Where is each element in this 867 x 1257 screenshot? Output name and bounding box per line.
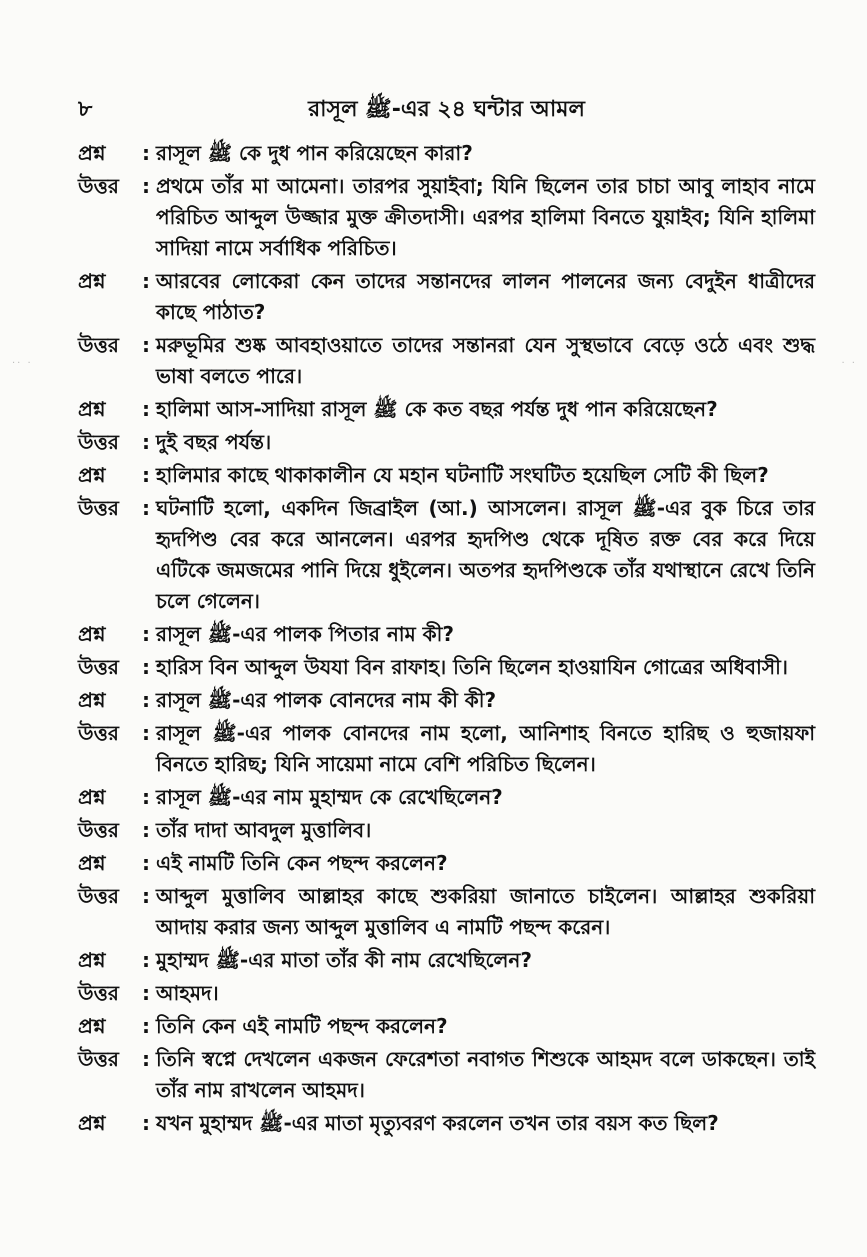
label-colon: :	[142, 269, 150, 293]
answer-label: উত্তর	[78, 884, 119, 908]
label-colon: :	[142, 397, 150, 421]
answer-label: উত্তর	[78, 174, 119, 198]
question-row	[78, 1011, 815, 1042]
question-label: প্রশ্ন	[78, 1014, 106, 1038]
answer-label: উত্তর	[78, 818, 119, 842]
page-header	[78, 92, 815, 128]
question-label: প্রশ্ন	[78, 397, 106, 421]
question-row	[78, 945, 815, 976]
answer-row	[78, 652, 815, 683]
question-row	[78, 619, 815, 650]
label-colon: :	[142, 721, 150, 745]
question-label: প্রশ্ন	[78, 688, 106, 712]
question-text: হালিমার কাছে থাকাকালীন যে মহান ঘটনাটি সংঘটিত হয়েছিল সেটি কী ছিল?	[156, 463, 769, 487]
answer-text: ঘটনাটি হলো, একদিন জিব্রাইল (আ.) আসলেন। রাসূল ﷺ-এর বুক চিরে তার হৃদপিণ্ড বের করে আনলেন। এরপর হৃদপিণ্ড থেকে দূষিত রক্ত বের করে দিয়ে এটিকে জমজমের পানি দিয়ে ধুইলেন। অতপর হৃদপিণ্ডকে তাঁর যথাস্থানে রেখে তিনি চলে গেলেন।	[156, 496, 815, 613]
answer-row	[78, 881, 815, 943]
question-row	[78, 266, 815, 328]
question-row	[78, 394, 815, 425]
answer-row	[78, 330, 815, 392]
answer-label: উত্তর	[78, 496, 119, 520]
answer-text: রাসূল ﷺ-এর পালক বোনদের নাম হলো, আনিশাহ বিনতে হারিছ ও হুজায়ফা বিনতে হারিছ; যিনি সায়েমা নামে বেশি পরিচিত ছিলেন।	[156, 721, 815, 776]
answer-row	[78, 427, 815, 458]
question-label: প্রশ্ন	[78, 141, 106, 165]
label-colon: :	[142, 463, 150, 487]
answer-row	[78, 1044, 815, 1106]
answer-text: হারিস বিন আব্দুল উযযা বিন রাফাহ। তিনি ছিলেন হাওয়াযিন গোত্রের অধিবাসী।	[156, 655, 788, 679]
answer-label: উত্তর	[78, 430, 119, 454]
answer-text: তাঁর দাদা আবদুল মুত্তালিব।	[156, 818, 372, 842]
label-colon: :	[142, 174, 150, 198]
answer-text: প্রথমে তাঁর মা আমেনা। তারপর সুয়াইবা; যিনি ছিলেন তার চাচা আবু লাহাব নামে পরিচিত আব্দুল উজ্জার মুক্ত ক্রীতদাসী। এরপর হালিমা বিনতে যুয়াইব; যিনি হালিমা সাদিয়া নামে সর্বাধিক পরিচিত।	[156, 174, 815, 260]
answer-row	[78, 718, 815, 780]
answer-label: উত্তর	[78, 1047, 119, 1071]
question-text: হালিমা আস-সাদিয়া রাসূল ﷺ কে কত বছর পর্যন্ত দুধ পান করিয়েছেন?	[156, 397, 718, 421]
question-label: প্রশ্ন	[78, 785, 106, 809]
label-colon: :	[142, 948, 150, 972]
question-text: রাসূল ﷺ-এর পালক বোনদের নাম কী কী?	[156, 688, 497, 712]
qa-list	[78, 138, 815, 1139]
answer-text: দুই বছর পর্যন্ত।	[156, 430, 272, 454]
question-row	[78, 685, 815, 716]
label-colon: :	[142, 884, 150, 908]
question-label: প্রশ্ন	[78, 622, 106, 646]
label-colon: :	[142, 1111, 150, 1135]
answer-text: আহমদ।	[156, 981, 219, 1005]
question-label: প্রশ্ন	[78, 1111, 106, 1135]
answer-row	[78, 493, 815, 617]
question-row	[78, 782, 815, 813]
answer-text: আব্দুল মুত্তালিব আল্লাহর কাছে শুকরিয়া জানাতে চাইলেন। আল্লাহর শুকরিয়া আদায় করার জন্য আব্দুল মুত্তালিব এ নামটি পছন্দ করেন।	[156, 884, 815, 939]
question-text: যখন মুহাম্মদ ﷺ-এর মাতা মৃত্যুবরণ করলেন তখন তার বয়স কত ছিল?	[156, 1111, 719, 1135]
question-text: তিনি কেন এই নামটি পছন্দ করলেন?	[156, 1014, 448, 1038]
question-text: আরবের লোকেরা কেন তাদের সন্তানদের লালন পালনের জন্য বেদুইন ধাত্রীদের কাছে পাঠাত?	[156, 269, 815, 324]
question-label: প্রশ্ন	[78, 463, 106, 487]
label-colon: :	[142, 333, 150, 357]
question-text: রাসূল ﷺ-এর নাম মুহাম্মদ কে রেখেছিলেন?	[156, 785, 503, 809]
question-text: এই নামটি তিনি কেন পছন্দ করলেন?	[156, 851, 448, 875]
question-label: প্রশ্ন	[78, 269, 106, 293]
label-colon: :	[142, 818, 150, 842]
question-text: মুহাম্মদ ﷺ-এর মাতা তাঁর কী নাম রেখেছিলেন?	[156, 948, 532, 972]
label-colon: :	[142, 622, 150, 646]
label-colon: :	[142, 688, 150, 712]
question-text: রাসূল ﷺ কে দুধ পান করিয়েছেন কারা?	[156, 141, 473, 165]
question-row	[78, 138, 815, 169]
answer-row	[78, 815, 815, 846]
question-label: প্রশ্ন	[78, 948, 106, 972]
question-label: প্রশ্ন	[78, 851, 106, 875]
scan-artifact: · ·	[841, 358, 857, 369]
answer-row	[78, 978, 815, 1009]
question-row	[78, 1108, 815, 1139]
answer-label: উত্তর	[78, 333, 119, 357]
question-row	[78, 848, 815, 879]
label-colon: :	[142, 141, 150, 165]
answer-row	[78, 171, 815, 264]
question-row	[78, 460, 815, 491]
answer-label: উত্তর	[78, 721, 119, 745]
label-colon: :	[142, 430, 150, 454]
label-colon: :	[142, 1014, 150, 1038]
running-title: রাসূল ﷺ-এর ২৪ ঘন্টার আমল	[308, 97, 585, 122]
label-colon: :	[142, 785, 150, 809]
answer-text: মরুভূমির শুষ্ক আবহাওয়াতে তাদের সন্তানরা যেন সুস্থভাবে বেড়ে ওঠে এবং শুদ্ধ ভাষা বলতে পারে।	[156, 333, 815, 388]
label-colon: :	[142, 655, 150, 679]
page-number: ৮	[78, 97, 93, 122]
label-colon: :	[142, 496, 150, 520]
answer-text: তিনি স্বপ্নে দেখলেন একজন ফেরেশতা নবাগত শিশুকে আহমদ বলে ডাকছেন। তাই তাঁর নাম রাখলেন আহমদ।	[156, 1047, 815, 1102]
scan-artifact: ·· ·	[12, 358, 33, 369]
answer-label: উত্তর	[78, 655, 119, 679]
label-colon: :	[142, 1047, 150, 1071]
label-colon: :	[142, 981, 150, 1005]
question-text: রাসূল ﷺ-এর পালক পিতার নাম কী?	[156, 622, 454, 646]
label-colon: :	[142, 851, 150, 875]
answer-label: উত্তর	[78, 981, 119, 1005]
